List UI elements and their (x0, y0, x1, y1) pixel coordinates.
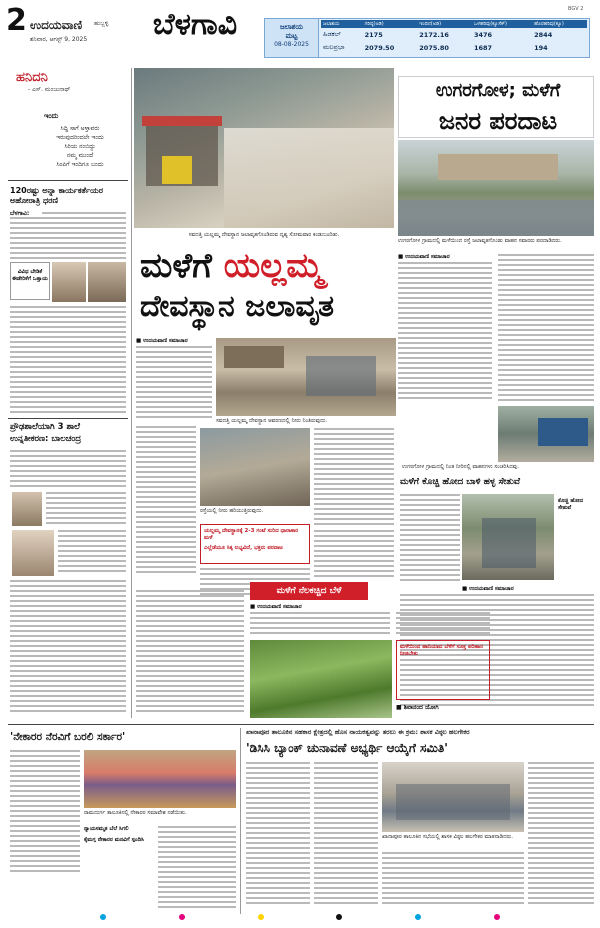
reservoir-max: 2175 (364, 30, 383, 39)
lead-headline-part2: ಯಲ್ಲಮ್ಮ (223, 246, 324, 286)
bottom-left-body-text (158, 826, 236, 911)
bottom-right-body-text (528, 762, 594, 907)
poem-line: ಸಿರಿಯ ನಂಬಿದ್ದು (64, 143, 96, 150)
paper-name: ಉದಯವಾಣಿ (30, 18, 83, 32)
bridge-body-text (400, 494, 460, 584)
lead-photo3-caption: ರಸ್ತೆಯಲ್ಲಿ ನೀರು ಹರಿಯುತ್ತಿರುವುದು. (200, 508, 264, 514)
page-code: BGV 2 (568, 6, 584, 12)
right-photo (398, 140, 594, 236)
column-divider (8, 180, 128, 181)
right-photo-buildings (438, 154, 558, 180)
honey-author: - ಎಸ್. ಮಂಜುನಾಥ್ (28, 86, 71, 93)
hospital-body-text (10, 580, 126, 715)
right-photo-2 (498, 406, 594, 462)
reg-dot (336, 914, 342, 920)
lead-photo-3 (200, 428, 310, 506)
section-rule (8, 724, 594, 725)
bottom-right-body-text (382, 852, 524, 907)
bottom-right-body-text (314, 762, 378, 907)
hospital-headline-2: ಉನ್ನತೀಕರಣ: ಬಾಲಚಂದ್ರ (10, 434, 82, 444)
bottom-left-body-text (10, 750, 80, 875)
column-divider (8, 418, 128, 419)
right-photo2-caption: ಉಗರಗೋಳ ಗ್ರಾಮದಲ್ಲಿ ನಿಂತ ನೀರಿನಲ್ಲಿ ವಾಹನಗಳು ಸಂಚರಿಸಿದವು. (402, 464, 520, 470)
reservoir-header: ಹೊರಹರಿವು(ಕ್ಯೂ) (534, 21, 564, 27)
right-headline-2: ಜನರ ಪರದಾಟ (438, 107, 558, 135)
lead-body-text (136, 426, 196, 576)
reservoir-row (321, 41, 587, 54)
hospital-body-text (46, 492, 126, 527)
right-photo-caption: ಉಗರಗೋಳ ಗ್ರಾಮದಲ್ಲಿ ಮಳೆಯಿಂದ ರಸ್ತೆ ಜಲಾವೃತಗೊಂಡು ವಾಹನ ಸವಾರರು ಪರದಾಡಿದರು. (398, 238, 562, 244)
bottom-right-photo-caption: ಖಾನಾಪೂರ ತಾಲೂಕಿನ ಸಭೆಯಲ್ಲಿ ಶಾಸಕ ವಿಠ್ಠಲ ಹಲಗೇಕರ ಮಾತನಾಡಿದರು. (382, 834, 514, 840)
reservoir-today: 2172.16 (419, 30, 449, 39)
date-line: ಶನಿವಾರ, ಆಗಸ್ಟ್ 9, 2025 (30, 36, 88, 43)
reservoir-date: 08-08-2025 (274, 41, 309, 48)
reservoir-header: ಇಂದಿನ(ಅಡಿ) (419, 21, 442, 27)
reservoir-table (321, 20, 587, 54)
reservoir-title-2: ಮಟ್ಟ (285, 32, 298, 40)
hospital-photo (12, 492, 42, 526)
right-body-text (498, 254, 594, 404)
reg-dot (494, 914, 500, 920)
reservoir-header-row (321, 20, 587, 28)
bottom-right-kicker: ಖಾನಾಪೂರ ತಾಲೂಕಿನ ಸಹಕಾರ ಕ್ಷೇತ್ರದಲ್ಲಿ ಹೊಸ ನಾಯಕತ್ವವನ್ನು ತರಲು ಈ ಕ್ರಮ: ಶಾಸಕ ವಿಠ್ಠಲ ಹಲಗೇಕರ (246, 728, 470, 736)
crop-reporter: ■ ಶಿವಾನಂದ ಯೋಗಿ (396, 704, 439, 711)
lead-highlight-box (200, 524, 310, 564)
lead-body-text (314, 428, 394, 528)
lead-photo-water (224, 128, 394, 228)
reservoir-box (264, 18, 590, 58)
lead-photo2-caption: ಸವದತ್ತಿ ಯಲ್ಲಮ್ಮ ದೇವಸ್ಥಾನ ಆವರಣದಲ್ಲಿ ನೀರು ನಿಂತಿರುವುದು. (216, 418, 328, 424)
lead-photo-caption: ಸವದತ್ತಿ ಯಲ್ಲಮ್ಮ ದೇವಸ್ಥಾನ ಜಲಾವೃತಗೊಂಡಿರುವ ದೃಶ್ಯ ಸೋಮವಾರ ಕಂಡುಬಂದಿತು. (188, 232, 340, 238)
right-headline-box (398, 76, 594, 138)
right-body-text (398, 262, 492, 402)
edition-tag: ಹುಬ್ಬಳ್ಳಿ (94, 20, 109, 27)
reservoir-name: ಮಲಪ್ರಭಾ (323, 43, 345, 51)
anna-body-text (10, 217, 126, 262)
reservoir-row (321, 28, 587, 41)
crop-headline: ಮಳೆಗೆ ನೆಲಕಚ್ಚಿದ ಬೆಳೆ (276, 586, 342, 596)
bottom-right-photo-people (396, 784, 510, 820)
anna-dateline: ಬೆಳಗಾವಿ: (10, 210, 30, 217)
lead-body-text (136, 346, 212, 421)
bottom-right-body-text (246, 762, 310, 907)
bridge-headline: ಮಳೆಗೆ ಕೊಚ್ಚಿ ಹೋದ ಬಾಳಿ ಹಳ್ಳ ಸೇತುವೆ (400, 477, 520, 487)
hospital-body-text (58, 530, 126, 575)
column-rule (131, 68, 132, 718)
bridge-photo (462, 494, 554, 580)
lead-photo (134, 68, 394, 228)
crop-byline: ■ ಉದಯವಾಣಿ ಸಮಾಚಾರ (250, 604, 302, 610)
reg-dot (258, 914, 264, 920)
crop-box-text: ಮಳೆಯಿಂದ ಹಾನಿಯಾದ ಬೆಳೆಗೆ ಸೂಕ್ತ ಪರಿಹಾರ ನೀಡಬೇಕು (400, 644, 484, 657)
reg-dot (179, 914, 185, 920)
lead-headline-line2: ದೇವಸ್ಥಾನ ಜಲಾವೃತ (140, 289, 335, 324)
bottom-left-headline: 'ನೇಕಾರರ ನೆರವಿಗೆ ಬರಲಿ ಸರ್ಕಾರ' (10, 731, 126, 743)
crop-box (396, 640, 490, 700)
anna-body-text (10, 306, 126, 416)
right-headline-1: ಉಗರಗೋಳ; ಮಳೆಗೆ (435, 80, 561, 101)
anna-headline-2: ಅಹೋರಾತ್ರಿ ಧರಣಿ (10, 196, 59, 205)
honey-column (8, 70, 128, 182)
lead-photo2-people (306, 356, 376, 396)
reservoir-today: 2075.80 (419, 43, 449, 52)
lead-photo-2 (216, 338, 396, 416)
bottom-left-photo-caption: ರಾಮದುರ್ಗ ತಾಲೂಕಿನಲ್ಲಿ ನೇಕಾರರ ಸಮಾವೇಶ ನಡೆಯಿತು. (84, 810, 187, 816)
bottom-right-headline: 'ಡಿಸಿಸಿ ಬ್ಯಾಂಕ್ ಚುನಾವಣೆ ಅಭ್ಯರ್ಥಿ ಆಯ್ಕೆಗೆ ಸಮಿತಿ' (246, 741, 448, 755)
anna-headline-1: 120ರಷ್ಟು ಅನ್ನಾ ಕಾರ್ಯಕರ್ತೆಯರ (10, 186, 103, 195)
anna-photo-2 (88, 262, 126, 302)
lead-photo2-roof (224, 346, 284, 368)
lead-body-text (314, 530, 394, 580)
reservoir-outflow: 194 (534, 43, 548, 52)
column-rule (240, 728, 241, 914)
honey-today: ಇಂದು (44, 112, 59, 120)
reservoir-title-block (265, 19, 319, 57)
crop-body-text (396, 612, 490, 637)
anna-side-quote (10, 262, 50, 300)
reservoir-header: ಗರಿಷ್ಠ(ಅಡಿ) (364, 21, 384, 27)
reservoir-title-1: ಜಲಾಶಯ (279, 23, 304, 31)
crop-body-text (250, 612, 390, 637)
lead-headline-line1 (140, 246, 396, 286)
bottom-right-photo (382, 762, 524, 832)
lead-photo-cart (162, 156, 192, 184)
bridge-byline: ■ ಉದಯವಾಣಿ ಸಮಾಚಾರ (462, 586, 514, 592)
poem-line: ನಮ್ಮ ಮುಂದೆ (66, 152, 94, 159)
bridge-side-caption: ಕೊಚ್ಚಿ ಹೋದ ಸೇತುವೆ (558, 498, 584, 511)
right-byline: ■ ಉದಯವಾಣಿ ಸಮಾಚಾರ (398, 254, 450, 260)
anna-quote-2: ಈಡೇರಿಕೆಗೆ ಒತ್ತಾಯ (12, 276, 48, 282)
reg-dot (415, 914, 421, 920)
hospital-body-text (10, 450, 126, 490)
right-photo-bus (538, 418, 588, 446)
crop-headline-bar (250, 582, 368, 600)
poem-line: ಇರುವುದರಿಂದಲೇ ಇಂದು (56, 134, 104, 141)
poem-line: ಸಿದ್ಧಿ ಸಾಗೆ ಅಳ್ತಾವರು (60, 125, 100, 132)
reservoir-name: ಹಿಡಕಲ್ (323, 30, 341, 38)
lead-byline: ■ ಉದಯವಾಣಿ ಸಮಾಚಾರ (136, 338, 188, 344)
crop-body-text (136, 690, 244, 715)
bottom-left-photo (84, 750, 236, 808)
bottom-left-bullet-1: ನ್ಯಾಯಸಮ್ಮತ ಬೆಲೆ ಸಿಗಲಿ (84, 826, 129, 832)
right-photo-road (398, 200, 594, 236)
bridge-photo-people (482, 518, 536, 568)
crop-photo (250, 640, 392, 718)
reservoir-header: ಜಲಾಶಯ (323, 21, 340, 27)
hospital-headline-1: ಪ್ರೌಢಶಾಲೆಯಾಗಿ 3 ಶಾಲೆ (10, 422, 80, 432)
reservoir-header: ಒಳಹರಿವು(ಕ್ಯೂಸೆಕ್) (473, 21, 507, 27)
bottom-left-bullets (84, 826, 154, 870)
lead-photo-shelter (142, 116, 222, 126)
honey-title: ಹನಿದನಿ (16, 70, 48, 85)
section-title: ಬೆಳಗಾವಿ (152, 7, 238, 42)
lead-highlight-2: ಎಲ್ಲೆಡೆಯೂ ಸಿಕ್ಕ ಲಭ್ಯವಿದೆ, ಭಕ್ತರು ಪರದಾಟ (204, 545, 283, 551)
reservoir-max: 2079.50 (364, 43, 395, 52)
poem-line: ಸಿಂಪಿಗೆ ಇಂದಿಗೂ ಬಂದು (56, 161, 104, 168)
reservoir-inflow: 1687 (473, 43, 493, 52)
honey-poem (34, 124, 126, 169)
registration-marks (100, 914, 500, 922)
bottom-left-bullet-2: ಕೈಮಗ್ಗ ನೇಕಾರರ ಮನವಿಗೆ ಸ್ಪಂದಿಸಿ (84, 837, 144, 843)
reg-dot (100, 914, 106, 920)
anna-quote-1: ವಿವಿಧ ಬೇಡಿಕೆ (17, 269, 43, 275)
hospital-photo-2 (12, 530, 54, 576)
reservoir-outflow: 2844 (534, 30, 553, 39)
page-number: 2 (6, 3, 27, 38)
lead-headline-part1: ಮಳೆಗೆ (140, 246, 212, 286)
anna-photo-1 (52, 262, 86, 302)
reservoir-inflow: 3476 (473, 30, 493, 39)
lead-highlight-1: ಯಲ್ಲಮ್ಮ ದೇವಸ್ಥಾನಕ್ಕೆ 2-3 ಗಂಟೆ ಸುರಿದ ಧಾರಾಕಾರ ಮಳೆ (204, 528, 299, 541)
